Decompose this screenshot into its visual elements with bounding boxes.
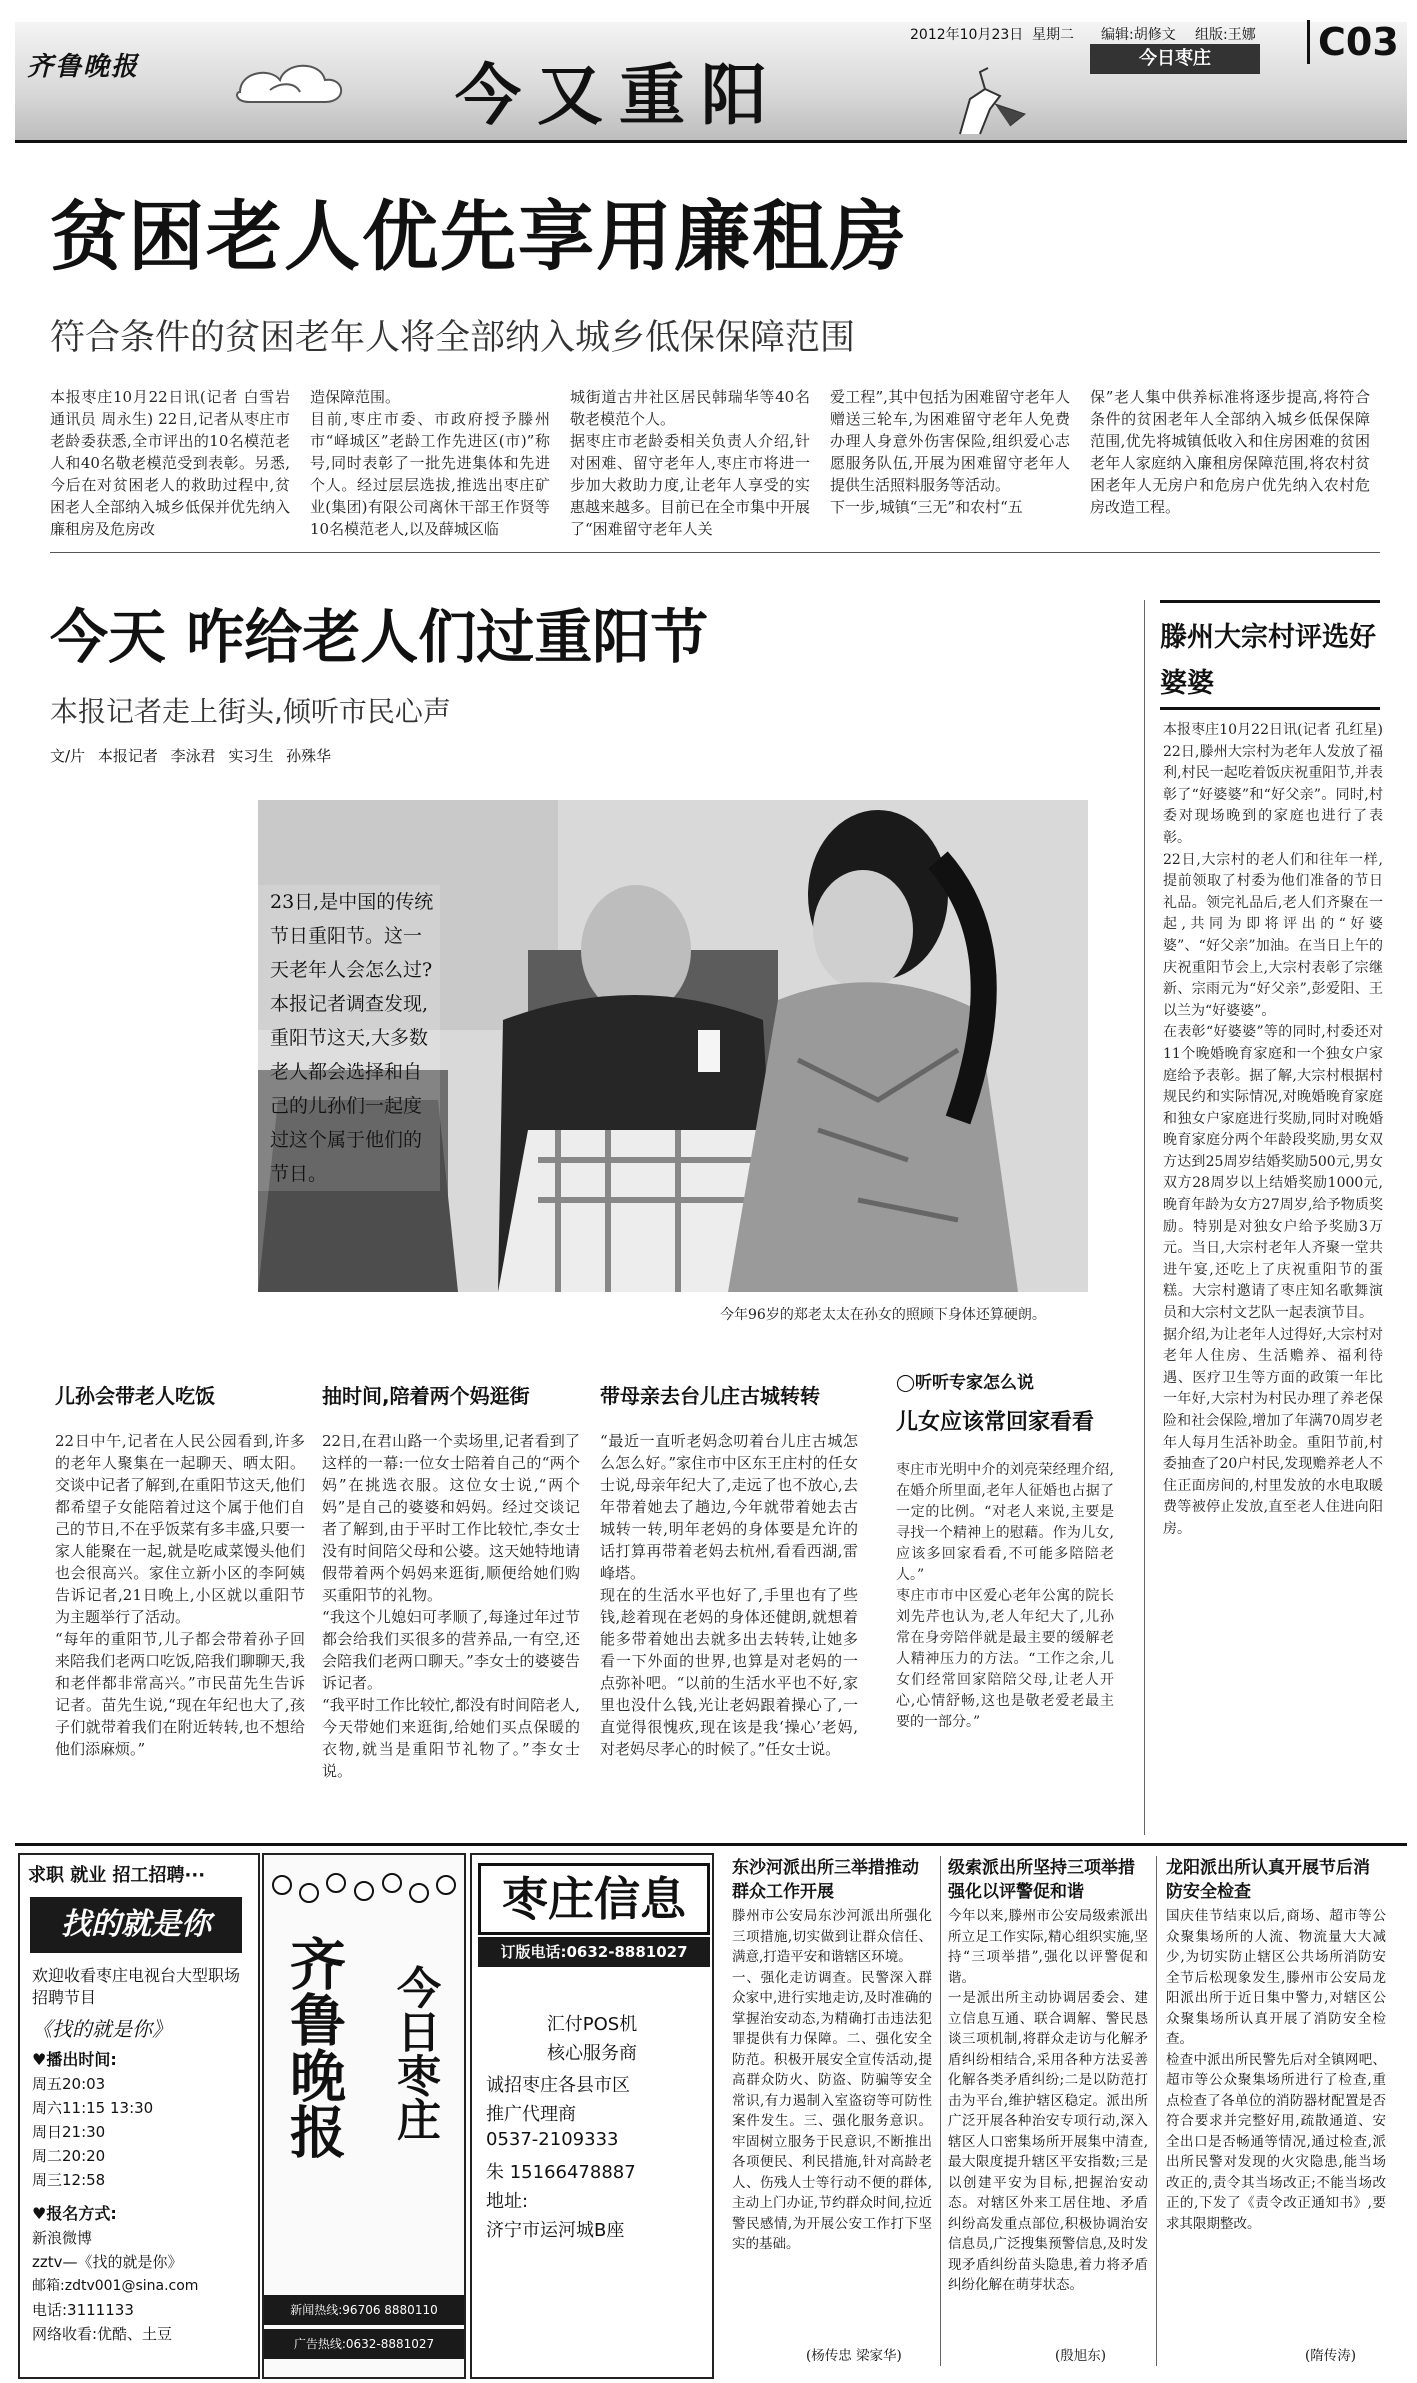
- weekday: 星期二: [1032, 27, 1074, 43]
- expert-kicker-text: 听听专家怎么说: [915, 1373, 1035, 1393]
- police-credit-3: (隋传涛): [1305, 2348, 1357, 2364]
- jobs-program: 《找的就是你》: [32, 2017, 172, 2041]
- lead-col-2: 造保障范围。 目前,枣庄市委、市政府授予滕州市“峄城区”老龄工作先进区(市)”称号,同时表彰了一批先进集体和先进个人。经过层层选拔,推选出枣庄矿业(集团)有限公司离休干部王作贤等10名模范老人,以及薛城区临: [310, 388, 550, 536]
- edition-label: 今日枣庄: [1090, 44, 1260, 74]
- sidebar-divider: [1144, 600, 1145, 1835]
- section-title-1: 儿孙会带老人吃饭: [55, 1384, 215, 1408]
- section-body-3: “最近一直听老妈念叨着台儿庄古城怎么怎么好。”家住市中区东王庄村的任女士说,母亲年纪大了,走远了也不放心,去年带着她去了趟边,今年就带着她去古城转一转,明年老妈的身体要是允许的话打算再带着老妈去杭州,看看西湖,雷峰塔。 现在的生活水平也好了,手里也有了些钱,趁着现在老妈的身体还健朗,就想着能多带着她出去就多出去转转,让她多看一下外面的世界,也算是对老妈的一点弥补吧。“以前的生活水平也不好,家里也没什么钱,光让老妈跟着操心了,一直觉得很愧疚,现在该是我‘操心’老妈,对老妈尽孝心的时候了。”任女士说。: [600, 1432, 858, 1758]
- expert-kicker: [896, 1368, 1034, 1393]
- lead-headline: 贫困老人优先享用廉租房: [50, 192, 908, 281]
- subscribe-ad: [262, 1853, 466, 2379]
- info-hotline: 订版电话:0632-8881027: [478, 1937, 710, 1967]
- jobs-intro: 欢迎收看枣庄电视台大型职场招聘节目: [32, 1966, 241, 2007]
- cloud-ornament-icon: [230, 42, 350, 112]
- police-title-3: 龙阳派出所认真开展节后消防安全检查: [1166, 1858, 1370, 1902]
- feature-photo: [258, 800, 1088, 1292]
- police-title-2: 级索派出所坚持三项举措强化以评警促和谐: [948, 1858, 1135, 1902]
- info-line-6: 朱 15166478887: [486, 2162, 636, 2183]
- paper-logo: 齐鲁晚报: [27, 52, 140, 82]
- subscribe-paper: 齐鲁晚报: [281, 1935, 347, 2159]
- section-body-2: 22日,在君山路一个卖场里,记者看到了这样的一幕:一位女士陪着自己的“两个妈”在挑选衣服。这位女士说,“两个妈”是自己的婆婆和妈妈。经过交谈记者了解到,由于平时工作比较忙,李女士没有时间陪父母和公婆。这天她特地请假带着两个妈妈来逛街,顺便给她们购买重阳节的礼物。 “我这个儿媳妇可孝顺了,每逢过年过节都会给我们买很多的营养品,一有空,还会陪我们老两口聊天。”李女士的婆婆告诉记者。 “我平时工作比较忙,都没有时间陪老人,今天带她们来逛街,给她们买点保暖的衣物,就当是重阳节礼物了。”李女士说。: [322, 1432, 580, 1780]
- signup-title: ♥报名方式:: [32, 2204, 117, 2223]
- signup-3: 邮箱:zdtv001@sina.com: [32, 2278, 199, 2294]
- info-ad: [470, 1853, 714, 2379]
- police-divider-2: [1156, 1856, 1157, 2366]
- info-line-5: 0537-2109333: [486, 2129, 619, 2150]
- police-credit-2: (殷旭东): [1055, 2348, 1107, 2364]
- editor: 编辑:胡修文: [1101, 27, 1176, 43]
- schedule-1: 周五20:03: [32, 2075, 106, 2093]
- signup-1: 新浪微博: [32, 2229, 93, 2247]
- police-title-1: 东沙河派出所三举措推动群众工作开展: [732, 1858, 919, 1902]
- photo-text: 23日,是中国的传统节日重阳节。这一天老年人会怎么过?本报记者调查发现,重阳节这天,大多数老人都会选择和自己的儿孙们一起度过这个属于他们的节日。: [258, 885, 440, 1191]
- section-title-3: 带母亲去台儿庄古城转转: [600, 1384, 820, 1408]
- crane-icon: [940, 64, 1030, 140]
- schedule-2: 周六11:15 13:30: [32, 2099, 154, 2117]
- police-body-3: 国庆佳节结束以后,商场、超市等公众聚集场所的人流、物流量大大减少,为切实防止辖区公共场所消防安全节后松现象发生,滕州市公安局龙阳派出所于近日集中警力,对辖区公众聚集场所认真开展了消防安全检查。 检查中派出所民警先后对全镇网吧、超市等公众聚集场所进行了检查,重点检查了各单位的消防器材配置是否符合要求并完整好用,疏散通道、安全出口是否畅通等情况,通过检查,派出所民警对发现的火灾隐患,能当场改正的,责令其当场改正;不能当场改正的,下发了《责令改正通知书》,要求其限期整改。: [1166, 1908, 1386, 2232]
- feature-byline: 文/片 本报记者 李泳君 实习生 孙殊华: [50, 747, 332, 765]
- section-body-4: 枣庄市光明中介的刘亮荣经理介绍,在婚介所里面,老年人征婚也占据了一定的比例。“对老人来说,主要是寻找一个精神上的慰藉。作为儿女,应该多回家看看,不可能多陪陪老人。” 枣庄市市中区爱心老年公寓的院长刘先芹也认为,老人年纪大了,儿孙常在身旁陪伴就是最主要的缓解老人精神压力的方法。“工作之余,儿女们经常回家陪陪父母,让老人开心,心情舒畅,这也是敬老爱老最主要的一部分。”: [896, 1462, 1114, 1730]
- info-line-1: 汇付POS机: [546, 2014, 638, 2035]
- news-hotline: 新闻热线:96706 8880110: [264, 2295, 464, 2325]
- lead-col-5: 保”老人集中供养标准将逐步提高,将符合条件的贫困老年人全部纳入城乡低保保障范围,优先将城镇低收入和住房困难的贫困老年人家庭纳入廉租房保障范围,将农村贫困老年人无房户和危房户优先纳入农村危房改造工程。: [1090, 388, 1370, 516]
- signup-5: 网络收看:优酷、土豆: [32, 2325, 173, 2343]
- schedule-title: ♥播出时间:: [32, 2050, 117, 2069]
- info-line-7: 地址:: [486, 2191, 529, 2212]
- jobs-logo: 找的就是你: [30, 1897, 242, 1953]
- info-line-4: 推广代理商: [486, 2104, 576, 2125]
- signup-4: 电话:3111133: [32, 2301, 134, 2319]
- ad-hotline: 广告热线:0632-8881027: [264, 2329, 464, 2359]
- schedule-4: 周二20:20: [32, 2147, 106, 2165]
- divider: [50, 552, 1380, 553]
- police-body-1: 滕州市公安局东沙河派出所强化三项措施,切实做到让群众信任、满意,打造平安和谐辖区环境。 一、强化走访调查。民警深入群众家中,进行实地走访,及时准确的掌握治安动态,为精确打击违法犯罪提供有力保障。二、强化安全防范。积极开展安全宣传活动,提高群众防火、防盗、防骗等安全常识,有力遏制入室盗窃等可防性案件发生。三、强化服务意识。牢固树立服务于民意识,不断推出各项便民、利民措施,针对高龄老人、伤残人士等行动不便的群体,主动上门办证,节约群众时间,拉近警民感情,为开展公安工作打下坚实的基础。: [732, 1908, 932, 2252]
- section-title-2: 抽时间,陪着两个妈逛街: [322, 1384, 530, 1408]
- police-credit-1: (杨传忠 梁家华): [806, 2348, 902, 2364]
- police-body-2: 今年以来,滕州市公安局级索派出所立足工作实际,精心组织实施,坚持“三项举措”,强化以评警促和谐。 一是派出所主动协调居委会、建立信息互通、联合调解、警民恳谈三项机制,将群众走访与化解矛盾纠纷相结合,采用各种方法妥善化解各类矛盾纠纷;二是以防范打击为平台,维护辖区稳定。派出所广泛开展各种治安专项行动,深入辖区人口密集场所开展集中清查,最大限度提升辖区平安指数;三是以创建平安为目标,把握治安动态。对辖区外来工居住地、矛盾纠纷高发重点部位,积极协调治安信息员,广泛搜集预警信息,及时发现矛盾纠纷苗头隐患,着力将矛盾纠纷化解在萌芽状态。: [948, 1908, 1148, 2293]
- lead-col-4: 爱工程”,其中包括为困难留守老年人赠送三轮车,为困难留守老年人免费办理人身意外伤害保险,组织爱心志愿服务队伍,开展为困难留守老年人提供生活照料服务等活动。 下一步,城镇“三无”和农村“五: [830, 388, 1070, 516]
- sidebar-headline: 滕州大宗村评选好婆婆: [1160, 600, 1380, 710]
- info-title: 枣庄信息: [478, 1863, 710, 1935]
- schedule-5: 周三12:58: [32, 2171, 106, 2189]
- lead-col-3: 城街道古井社区居民韩瑞华等40名敬老模范个人。 据枣庄市老龄委相关负责人介绍,针对困难、留守老年人,枣庄市将进一步加大救助力度,让老年人享受的实惠越来越多。目前已在全市集中开展了“困难留守老年人关: [570, 388, 810, 536]
- jobs-header: 求职 就业 招工招聘···: [28, 1865, 206, 1886]
- date: 2012年10月23日: [910, 27, 1024, 43]
- bullet-icon: ◯: [896, 1373, 916, 1393]
- lead-col-1: 本报枣庄10月22日讯(记者 白雪岩 通讯员 周永生) 22日,记者从枣庄市老龄委获悉,全市评出的10名模范老人和40名敬老模范受到表彰。另悉,今后在对贫困老人的救助过程中,贫困老人全部纳入城乡低保并优先纳入廉租房及危房改: [50, 388, 290, 536]
- schedule-3: 周日21:30: [32, 2123, 106, 2141]
- info-line-8: 济宁市运河城B座: [486, 2220, 625, 2241]
- page-number: C03: [1307, 20, 1399, 64]
- photo-caption: 今年96岁的郑老太太在孙女的照顾下身体还算硬朗。: [720, 1307, 1046, 1323]
- jobs-ad: [18, 1853, 260, 2379]
- section-body-1: 22日中午,记者在人民公园看到,许多的老年人聚集在一起聊天、晒太阳。交谈中记者了解到,在重阳节这天,他们都希望子女能陪着过这个属于他们自己的节日,不在乎饭菜有多丰盛,只要一家人能聚在一起,就是吃咸菜馒头他们也会很高兴。家住立新小区的李阿姨告诉记者,21日晚上,小区就以重阳节为主题举行了活动。 “每年的重阳节,儿子都会带着孙子回来陪我们老两口吃饭,陪我们聊聊天,我和老伴都非常高兴。”市民苗先生告诉记者。苗先生说,“现在年纪也大了,孩子们就带着我们在附近转转,也不想给他们添麻烦。”: [55, 1432, 305, 1758]
- feature-subhead: 本报记者走上街头,倾听市民心声: [50, 695, 451, 728]
- info-line-2: 核心服务商: [547, 2043, 637, 2064]
- subscribe-edition: 今日枣庄: [389, 1965, 440, 2141]
- lead-subhead: 符合条件的贫困老年人将全部纳入城乡低保保障范围: [50, 318, 856, 358]
- hanging-lanterns-icon: [264, 1855, 464, 1915]
- info-line-3: 诚招枣庄各县市区: [486, 2075, 630, 2096]
- section-title-4: 儿女应该常回家看看: [896, 1410, 1095, 1435]
- signup-2: zztv—《找的就是你》: [32, 2253, 183, 2271]
- sidebar-body: 本报枣庄10月22日讯(记者 孔红星) 22日,滕州大宗村为老年人发放了福利,村民一起吃着饭庆祝重阳节,并表彰了“好婆婆”和“好父亲”。同时,村委对现场晚到的家庭也进行了表彰。 22日,大宗村的老人们和往年一样,提前领取了村委为他们准备的节日礼品。领完礼品后,老人们齐聚在一起,共同为即将评出的“好婆婆”、“好父亲”加油。在当日上午的庆祝重阳节会上,大宗村表彰了宗继新、宗雨元为“好父亲”,彭爱阳、王以兰为“好婆婆”。 在表彰“好婆婆”等的同时,村委还对11个晚婚晚育家庭和一个独女户家庭给予表彰。据了解,大宗村根据村规民约和实际情况,对晚婚晚育家庭和独女户家庭进行奖励,同时对晚婚晚育家庭分两个年龄段奖励,男女双方达到25周岁结婚奖励500元,男女双方28周岁以上结婚奖励1000元,晚育年龄为女方27周岁,给予物质奖励。特别是对独女户给予奖励3万元。当日,大宗村老年人齐聚一堂共进午宴,还吃上了庆祝重阳节的蛋糕。大宗村邀请了枣庄知名歌舞演员和大宗村文艺队一起表演节目。 据介绍,为让老年人过得好,大宗村对老年人住房、生活赡养、福利待遇、医疗卫生等方面的政策一年比一年好,大宗村为村民办理了养老保险和社会保险,增加了年满70周岁老年人每月生活补助金。重阳节前,村委抽查了20户村民,发现赡养老人不住正面房间的,村里发放的水电取暖费等被停止发放,直至老人住进向阳房。: [1163, 722, 1383, 1537]
- section-title: 今又重阳: [455, 56, 783, 134]
- police-divider-1: [940, 1856, 941, 2366]
- masthead: [15, 22, 1407, 143]
- section-rule: [15, 1843, 1407, 1846]
- layout-credit: 组版:王娜: [1195, 27, 1256, 43]
- feature-headline: 今天 咋给老人们过重阳节: [50, 603, 709, 671]
